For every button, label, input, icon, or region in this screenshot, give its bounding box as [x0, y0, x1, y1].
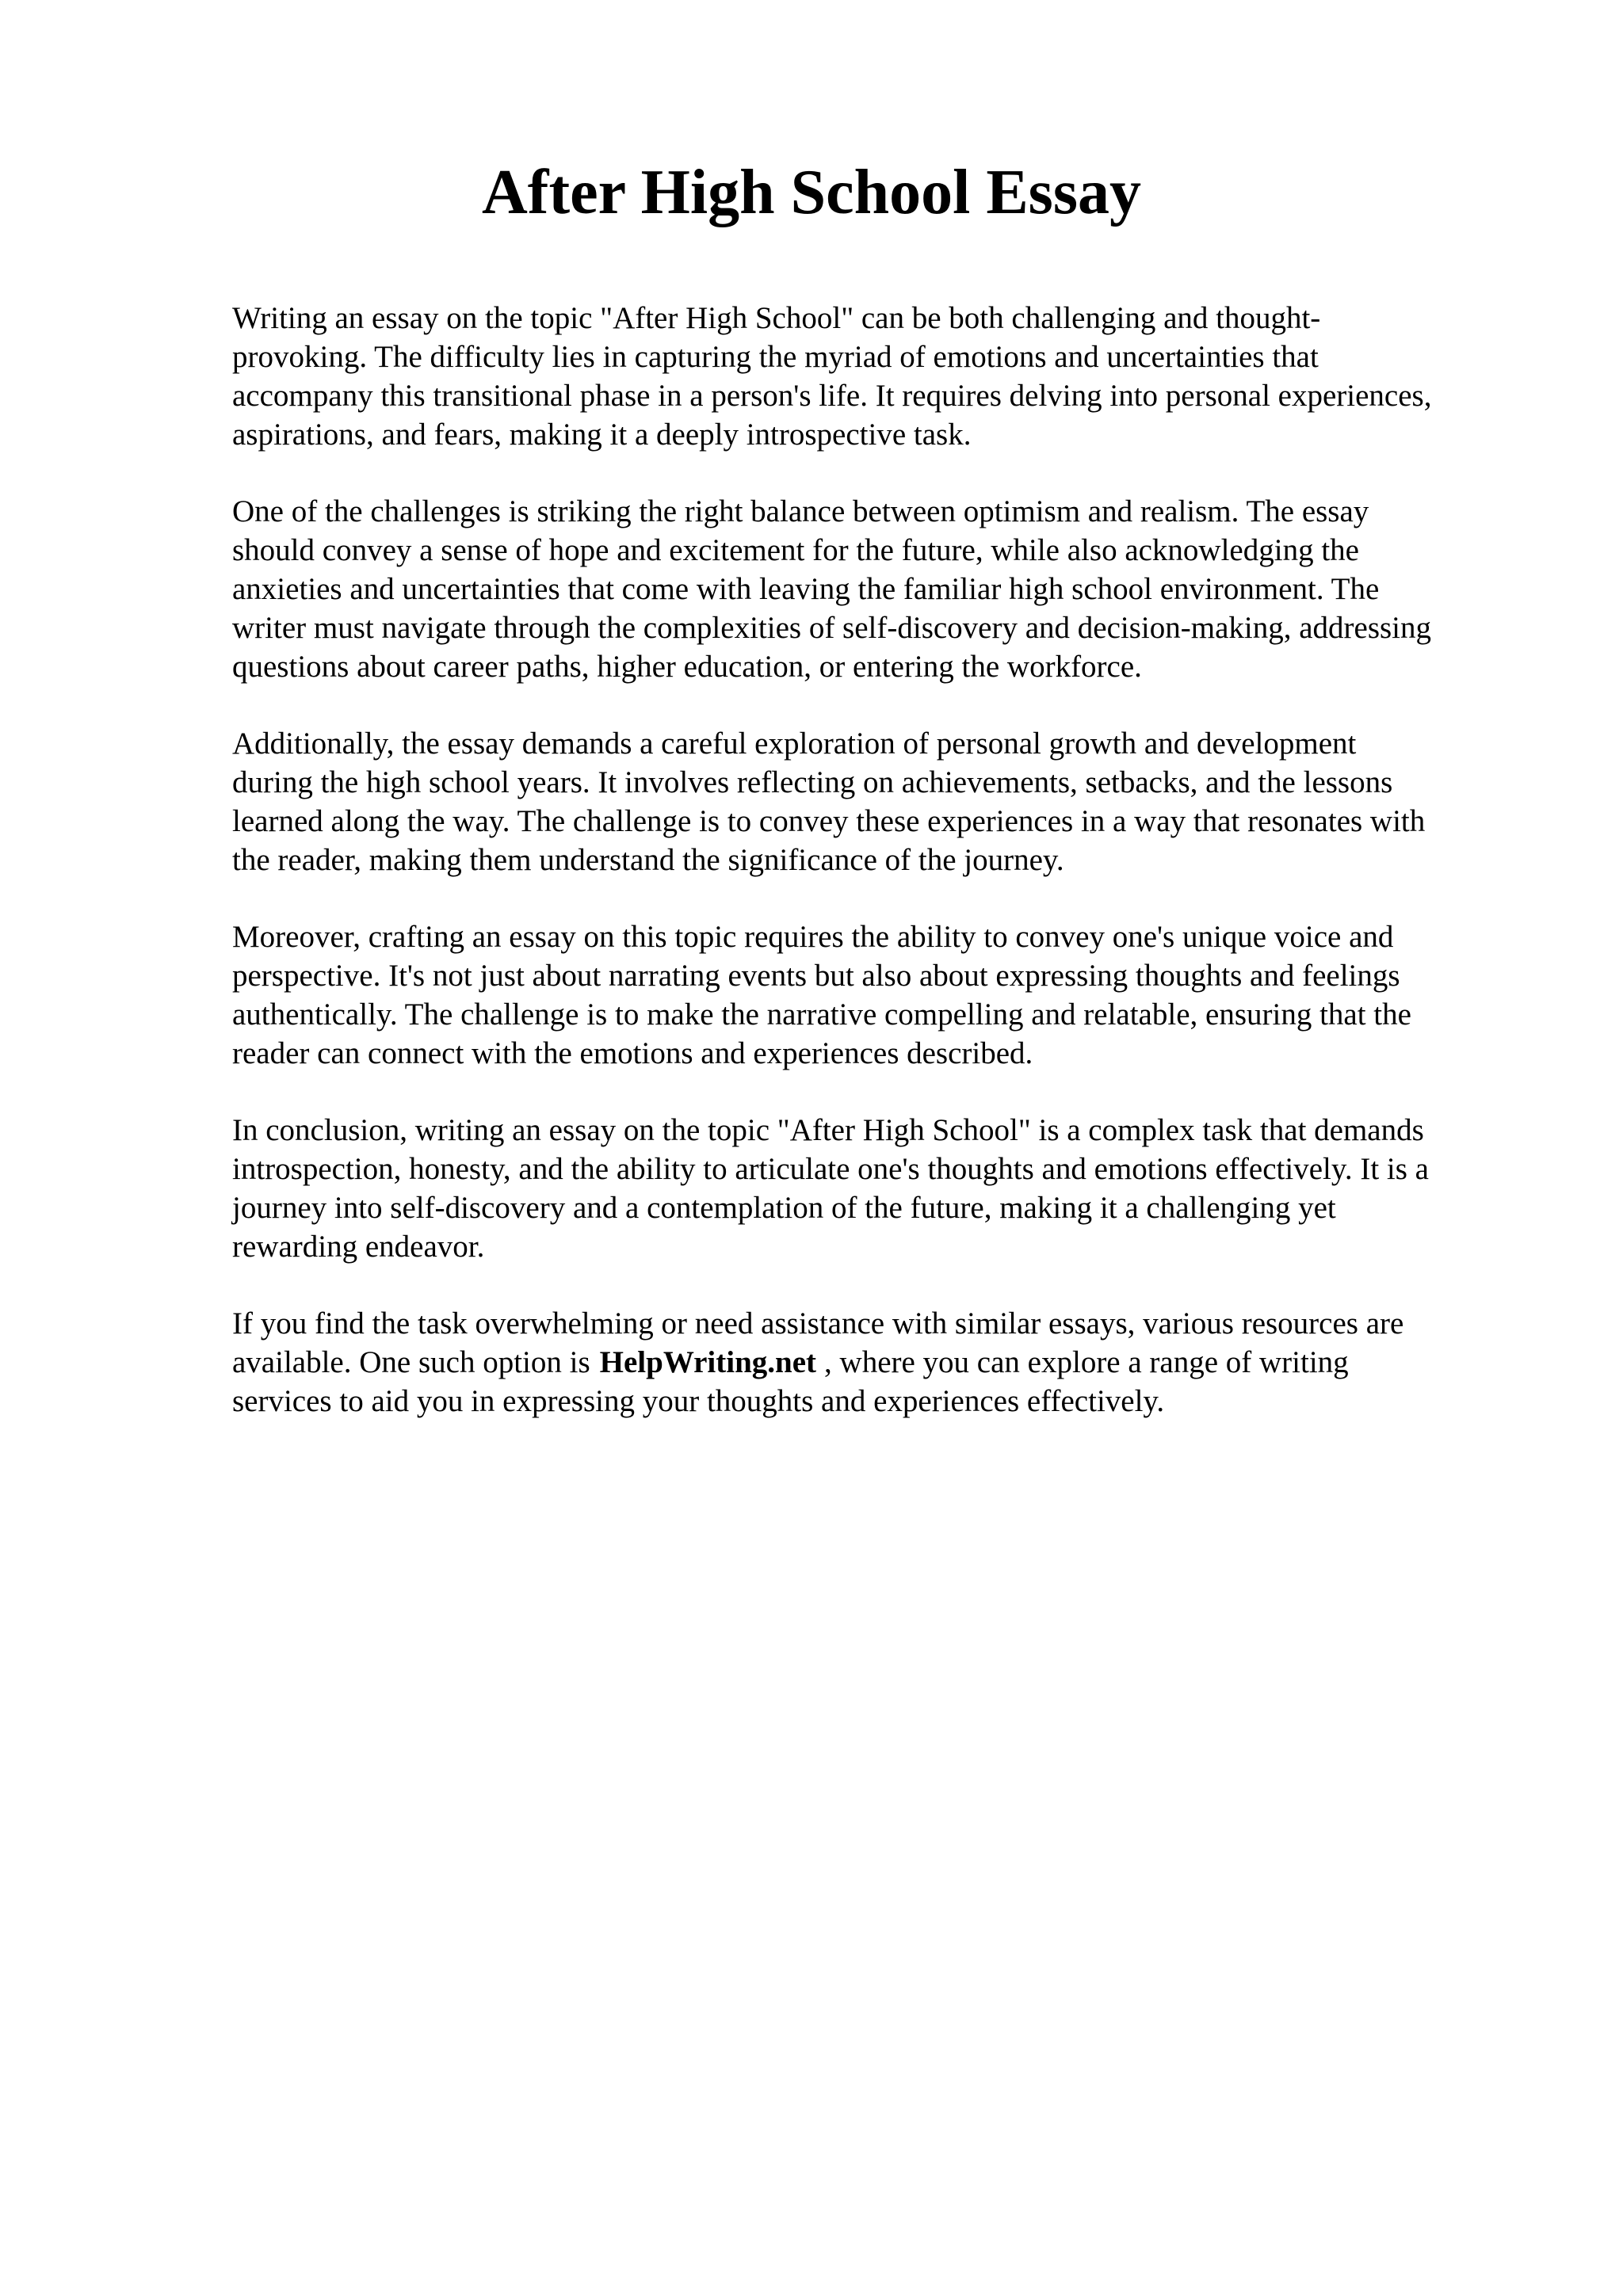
- text-line: accompany this transitional phase in a person's life. It requires delving into personal experiences,: [232, 379, 1432, 413]
- text-line: during the high school years. It involves reflecting on achievements, setbacks, and the lessons: [232, 765, 1393, 799]
- paragraph-1: [232, 299, 1520, 454]
- text-line: authentically. The challenge is to make the narrative compelling and relatable, ensuring that the: [232, 997, 1411, 1032]
- paragraph-3: [232, 724, 1520, 879]
- paragraph-4: [232, 917, 1520, 1073]
- text-line: learned along the way. The challenge is to convey these experiences in a way that resonates with: [232, 804, 1426, 838]
- text-line: One of the challenges is striking the right balance between optimism and realism. The essay: [232, 494, 1369, 528]
- page-title: After High School Essay: [482, 158, 1141, 227]
- text-line: writer must navigate through the complexities of self-discovery and decision-making, addressing: [232, 611, 1432, 645]
- text-line: aspirations, and fears, making it a deeply introspective task.: [232, 418, 972, 452]
- paragraph-5: [232, 1111, 1520, 1266]
- text-fragment: available. One such option is: [232, 1345, 590, 1379]
- text-line: Writing an essay on the topic "After High School" can be both challenging and thought-: [232, 301, 1321, 335]
- text-fragment: , where you can explore a range of writing: [824, 1345, 1349, 1379]
- text-line: questions about career paths, higher education, or entering the workforce.: [232, 650, 1142, 684]
- text-line: introspection, honesty, and the ability to articulate one's thoughts and emotions effectively. It is a: [232, 1152, 1429, 1186]
- text-line: If you find the task overwhelming or need assistance with similar essays, various resources are: [232, 1306, 1404, 1341]
- text-line: anxieties and uncertainties that come with leaving the familiar high school environment. The: [232, 572, 1380, 606]
- text-line: journey into self-discovery and a contemplation of the future, making it a challenging yet: [232, 1191, 1336, 1225]
- helpwriting-link[interactable]: HelpWriting.net: [599, 1345, 817, 1379]
- text-line: services to aid you in expressing your thoughts and experiences effectively.: [232, 1384, 1165, 1418]
- paragraph-2: [232, 492, 1520, 686]
- text-line-with-link: [232, 1343, 1520, 1382]
- paragraph-6: [232, 1304, 1520, 1421]
- text-line: should convey a sense of hope and excitement for the future, while also acknowledging the: [232, 533, 1359, 567]
- text-line: perspective. It's not just about narrating events but also about expressing thoughts and feelings: [232, 959, 1400, 993]
- text-line: rewarding endeavor.: [232, 1230, 485, 1264]
- text-line: provoking. The difficulty lies in capturing the myriad of emotions and uncertainties that: [232, 340, 1319, 374]
- essay-body: [232, 299, 1520, 1459]
- text-line: the reader, making them understand the significance of the journey.: [232, 843, 1064, 877]
- text-line: In conclusion, writing an essay on the topic "After High School" is a complex task that demands: [232, 1113, 1424, 1147]
- text-line: reader can connect with the emotions and experiences described.: [232, 1036, 1033, 1070]
- text-line: Moreover, crafting an essay on this topic requires the ability to convey one's unique voice and: [232, 920, 1394, 954]
- text-line: Additionally, the essay demands a careful exploration of personal growth and development: [232, 727, 1357, 761]
